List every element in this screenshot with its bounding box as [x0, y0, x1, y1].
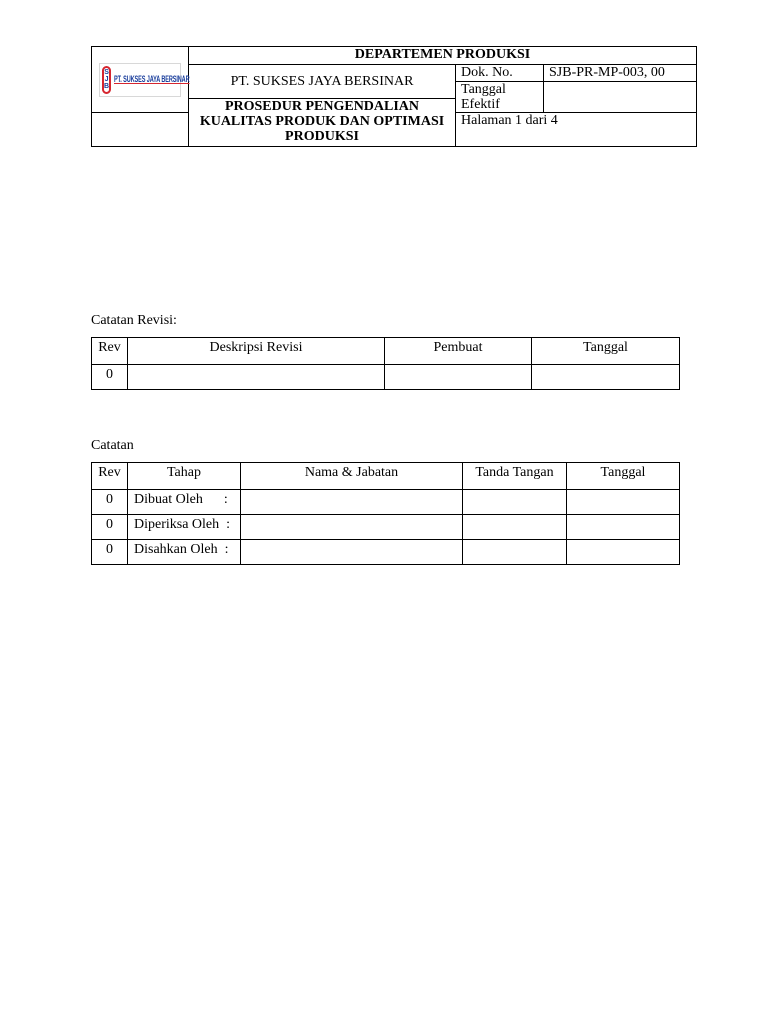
rev-cell: 0 [92, 365, 128, 390]
date-cell [567, 515, 680, 540]
signature-cell [463, 540, 567, 565]
column-header: Nama & Jabatan [241, 463, 463, 490]
approval-table [91, 462, 680, 565]
rev-cell: 0 [92, 515, 128, 540]
logo-cell [92, 47, 189, 113]
column-header: Pembuat [385, 338, 532, 365]
name-cell [241, 490, 463, 515]
signature-cell [463, 490, 567, 515]
date-cell [532, 365, 680, 390]
logo-seal-icon: S J B [102, 66, 111, 94]
stage-cell: Disahkan Oleh : [128, 540, 241, 565]
revision-heading: Catatan Revisi: [91, 313, 177, 328]
column-header: Rev [92, 463, 128, 490]
table-row [92, 490, 680, 515]
column-header: Tanda Tangan [463, 463, 567, 490]
description-cell [128, 365, 385, 390]
signature-cell [463, 515, 567, 540]
name-cell [241, 540, 463, 565]
column-header: Rev [92, 338, 128, 365]
date-cell [567, 540, 680, 565]
doc-no-value: SJB-PR-MP-003, 00 [544, 65, 697, 82]
name-cell [241, 515, 463, 540]
author-cell [385, 365, 532, 390]
rev-cell: 0 [92, 540, 128, 565]
logo-cell-bottom [92, 113, 189, 147]
company-logo [99, 63, 190, 97]
column-header: Tahap [128, 463, 241, 490]
column-header: Tanggal [532, 338, 680, 365]
logo-text: PT. SUKSES JAYA BERSINAR [114, 74, 190, 84]
doc-no-label: Dok. No. [456, 65, 544, 82]
date-cell [567, 490, 680, 515]
table-row [92, 365, 680, 390]
effective-date-label: Tanggal Efektif [456, 82, 544, 113]
page-indicator: Halaman 1 dari 4 [456, 113, 697, 147]
effective-date-value [544, 82, 697, 113]
rev-cell: 0 [92, 490, 128, 515]
table-row [92, 515, 680, 540]
stage-cell: Diperiksa Oleh : [128, 515, 241, 540]
column-header: Tanggal [567, 463, 680, 490]
table-header-row [92, 463, 680, 490]
table-row [92, 540, 680, 565]
stage-cell: Dibuat Oleh : [128, 490, 241, 515]
company-name: PT. SUKSES JAYA BERSINAR [189, 65, 456, 99]
table-header-row [92, 338, 680, 365]
notes-heading: Catatan [91, 438, 134, 453]
department-title: DEPARTEMEN PRODUKSI [189, 47, 697, 65]
revision-table [91, 337, 680, 390]
column-header: Deskripsi Revisi [128, 338, 385, 365]
document-header [91, 46, 697, 147]
procedure-title: PROSEDUR PENGENDALIAN KUALITAS PRODUK DAN OPTIMASI PRODUKSI [189, 99, 456, 147]
